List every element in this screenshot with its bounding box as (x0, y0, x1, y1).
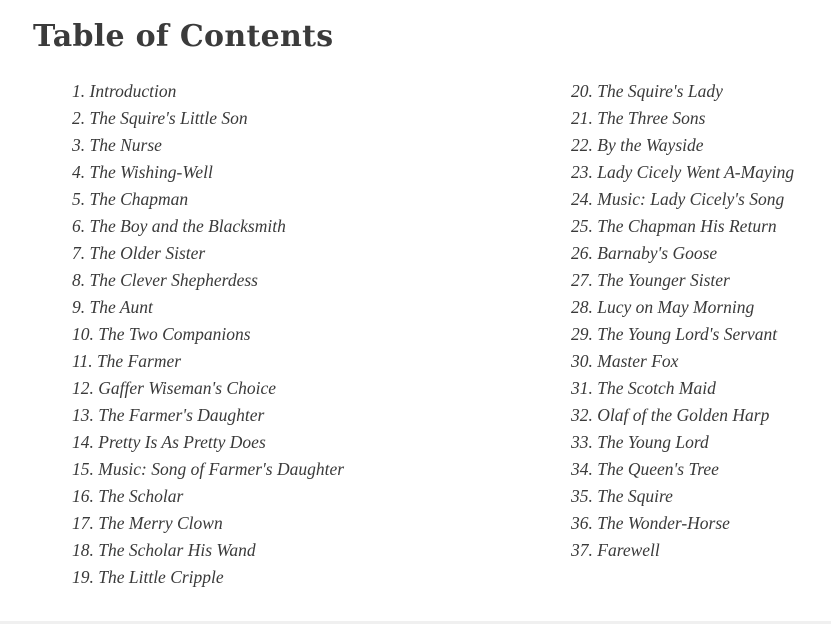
toc-item[interactable]: 22. By the Wayside (571, 135, 704, 155)
toc-item[interactable]: 17. The Merry Clown (72, 513, 223, 533)
toc-item[interactable]: 37. Farewell (571, 540, 660, 560)
toc-item[interactable]: 5. The Chapman (72, 189, 189, 209)
toc-item[interactable]: 31. The Scotch Maid (571, 378, 716, 398)
toc-item[interactable]: 19. The Little Cripple (72, 567, 224, 587)
toc-item[interactable]: 26. Barnaby's Goose (571, 243, 718, 263)
toc-item[interactable]: 16. The Scholar (72, 486, 184, 506)
toc-item[interactable]: 8. The Clever Shepherdess (72, 270, 258, 290)
toc-item[interactable]: 14. Pretty Is As Pretty Does (72, 432, 266, 452)
toc-item[interactable]: 15. Music: Song of Farmer's Daughter (72, 459, 345, 479)
toc-item[interactable]: 13. The Farmer's Daughter (72, 405, 265, 425)
toc-item[interactable]: 20. The Squire's Lady (571, 81, 723, 101)
toc-item[interactable]: 29. The Young Lord's Servant (571, 324, 778, 344)
toc-right-column (571, 78, 794, 564)
toc-item[interactable]: 33. The Young Lord (571, 432, 709, 452)
toc-item[interactable]: 34. The Queen's Tree (571, 459, 719, 479)
toc-item[interactable]: 18. The Scholar His Wand (72, 540, 256, 560)
toc-left-column (72, 78, 344, 591)
toc-item[interactable]: 25. The Chapman His Return (571, 216, 777, 236)
toc-item[interactable]: 6. The Boy and the Blacksmith (72, 216, 286, 236)
toc-item[interactable]: 9. The Aunt (72, 297, 153, 317)
toc-item[interactable]: 7. The Older Sister (72, 243, 206, 263)
toc-item[interactable]: 36. The Wonder-Horse (571, 513, 730, 533)
toc-item[interactable]: 11. The Farmer (72, 351, 182, 371)
toc-item[interactable]: 2. The Squire's Little Son (72, 108, 248, 128)
toc-item[interactable]: 1. Introduction (72, 81, 177, 101)
toc-item[interactable]: 12. Gaffer Wiseman's Choice (72, 378, 277, 398)
toc-item[interactable]: 10. The Two Companions (72, 324, 251, 344)
toc-item[interactable]: 21. The Three Sons (571, 108, 706, 128)
toc-item[interactable]: 24. Music: Lady Cicely's Song (571, 189, 785, 209)
toc-item[interactable]: 23. Lady Cicely Went A-Maying (571, 162, 795, 182)
toc-item[interactable]: 32. Olaf of the Golden Harp (571, 405, 770, 425)
toc-item[interactable]: 35. The Squire (571, 486, 673, 506)
toc-item[interactable]: 28. Lucy on May Morning (571, 297, 755, 317)
toc-item[interactable]: 3. The Nurse (72, 135, 162, 155)
toc-item[interactable]: 27. The Younger Sister (571, 270, 730, 290)
page-title: Table of Contents (33, 19, 334, 54)
toc-item[interactable]: 4. The Wishing-Well (72, 162, 213, 182)
toc-item[interactable]: 30. Master Fox (571, 351, 679, 371)
